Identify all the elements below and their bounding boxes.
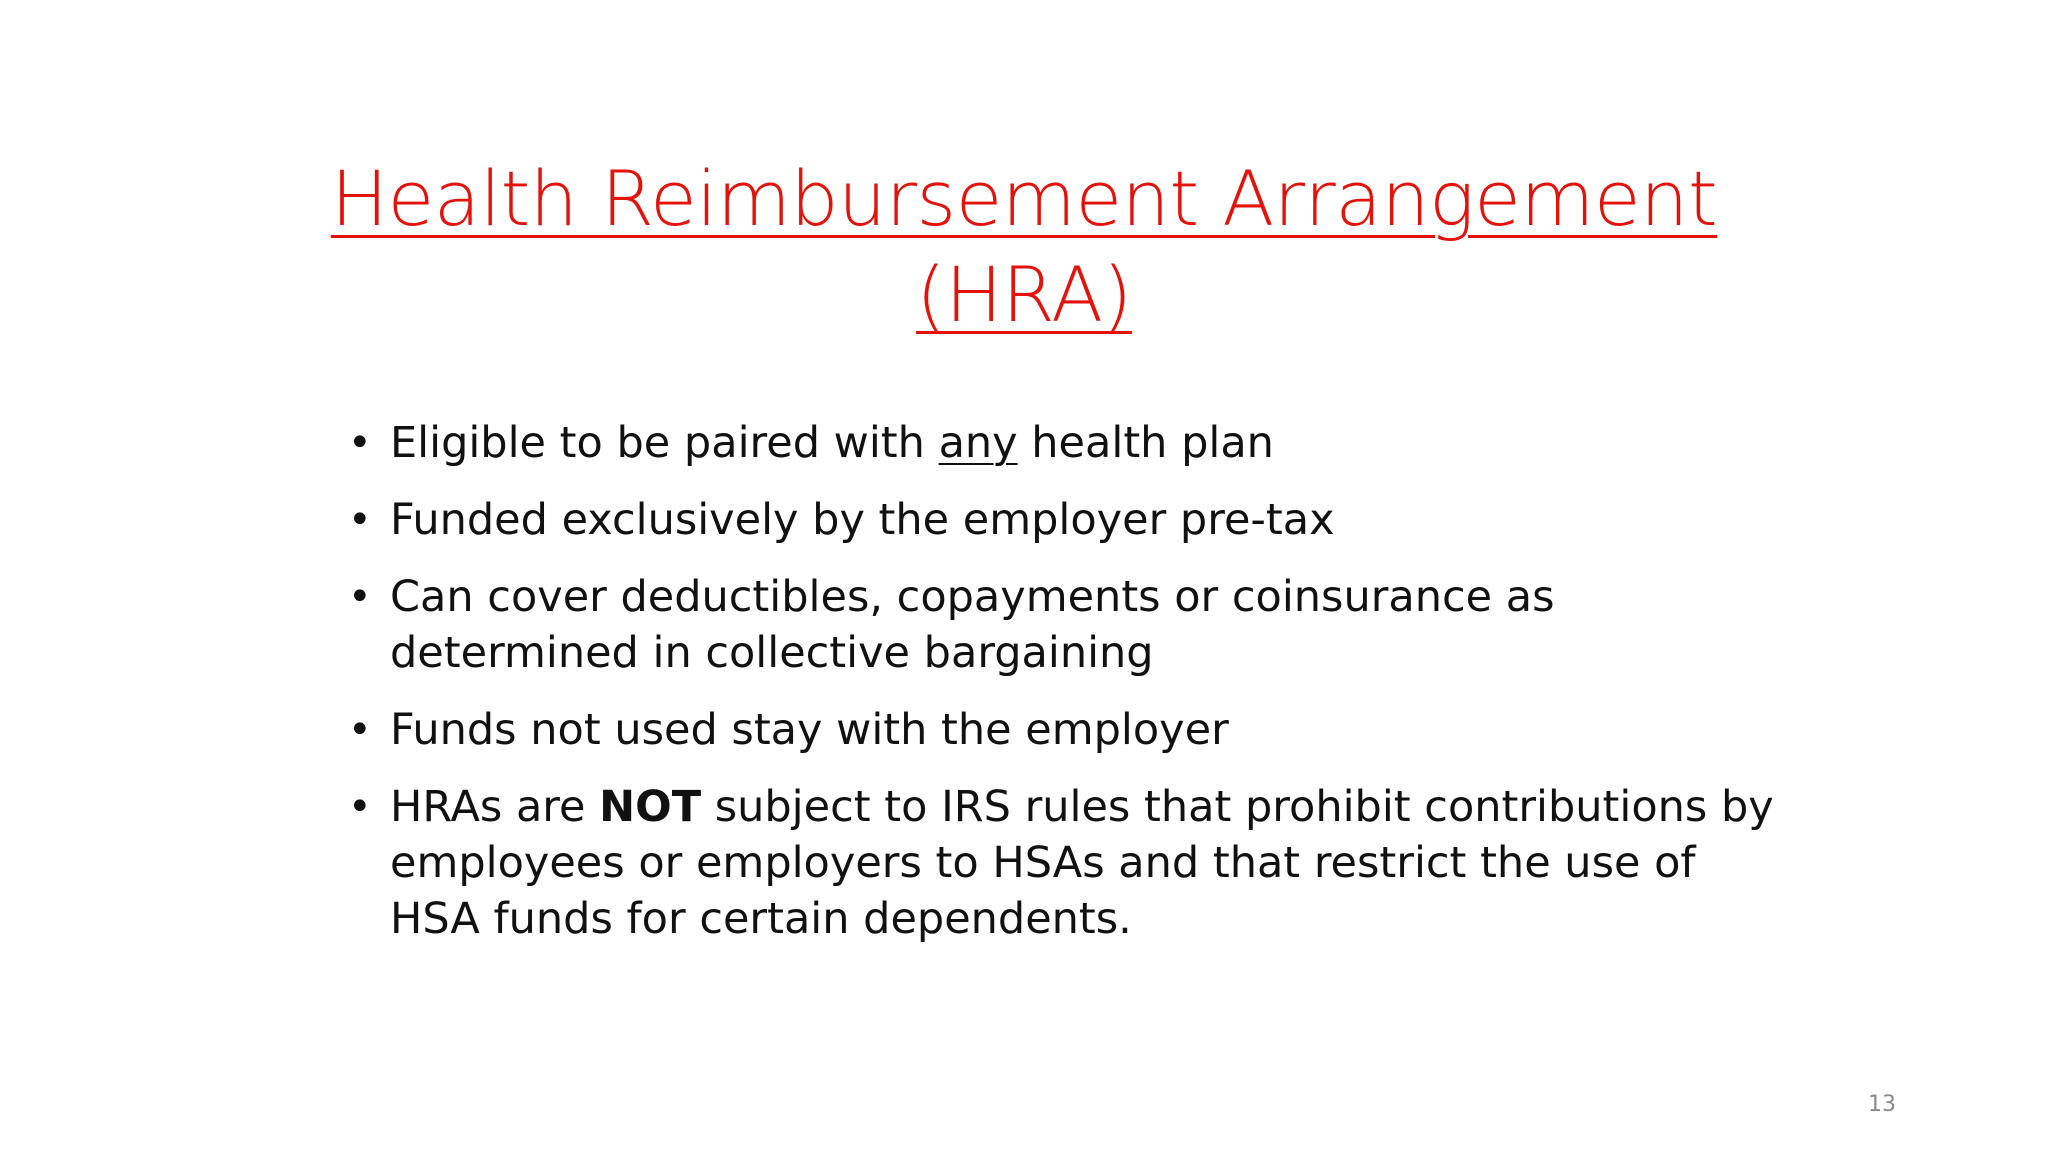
bullet-text-1-underlined: any [938, 418, 1018, 468]
bullet-item-5 [348, 779, 1778, 947]
bullet-text-1a: Eligible to be paired with [390, 418, 939, 468]
bullet-text-1b: health plan [1017, 418, 1274, 468]
bullet-dot: • [348, 497, 372, 543]
bullet-list [348, 415, 1778, 968]
bullet-text-4: Funds not used stay with the employer [390, 705, 1229, 755]
title-line-1: Health Reimbursement Arrangement [330, 153, 1718, 243]
slide-title [324, 151, 1724, 343]
bullet-text-3: Can cover deductibles, copayments or coinsurance as determined in collective bargaining [390, 572, 1555, 678]
bullet-text-2: Funded exclusively by the employer pre-tax [390, 495, 1335, 545]
bullet-dot: • [348, 707, 372, 753]
bullet-text-5-bold: NOT [599, 782, 702, 832]
bullet-item-4 [348, 702, 1778, 758]
bullet-dot: • [348, 784, 372, 830]
title-line-2: (HRA) [916, 249, 1132, 339]
bullet-item-3 [348, 569, 1778, 681]
bullet-item-2 [348, 492, 1778, 548]
bullet-dot: • [348, 420, 372, 466]
bullet-dot: • [348, 574, 372, 620]
bullet-item-1 [348, 415, 1778, 471]
page-number: 13 [1868, 1092, 1896, 1117]
bullet-text-5a: HRAs are [390, 782, 600, 832]
bullet-text-5b: subject to IRS rules that prohibit contributions by employees or employers to HSAs and that restrict the use of HSA funds for certain dependents. [390, 782, 1774, 944]
